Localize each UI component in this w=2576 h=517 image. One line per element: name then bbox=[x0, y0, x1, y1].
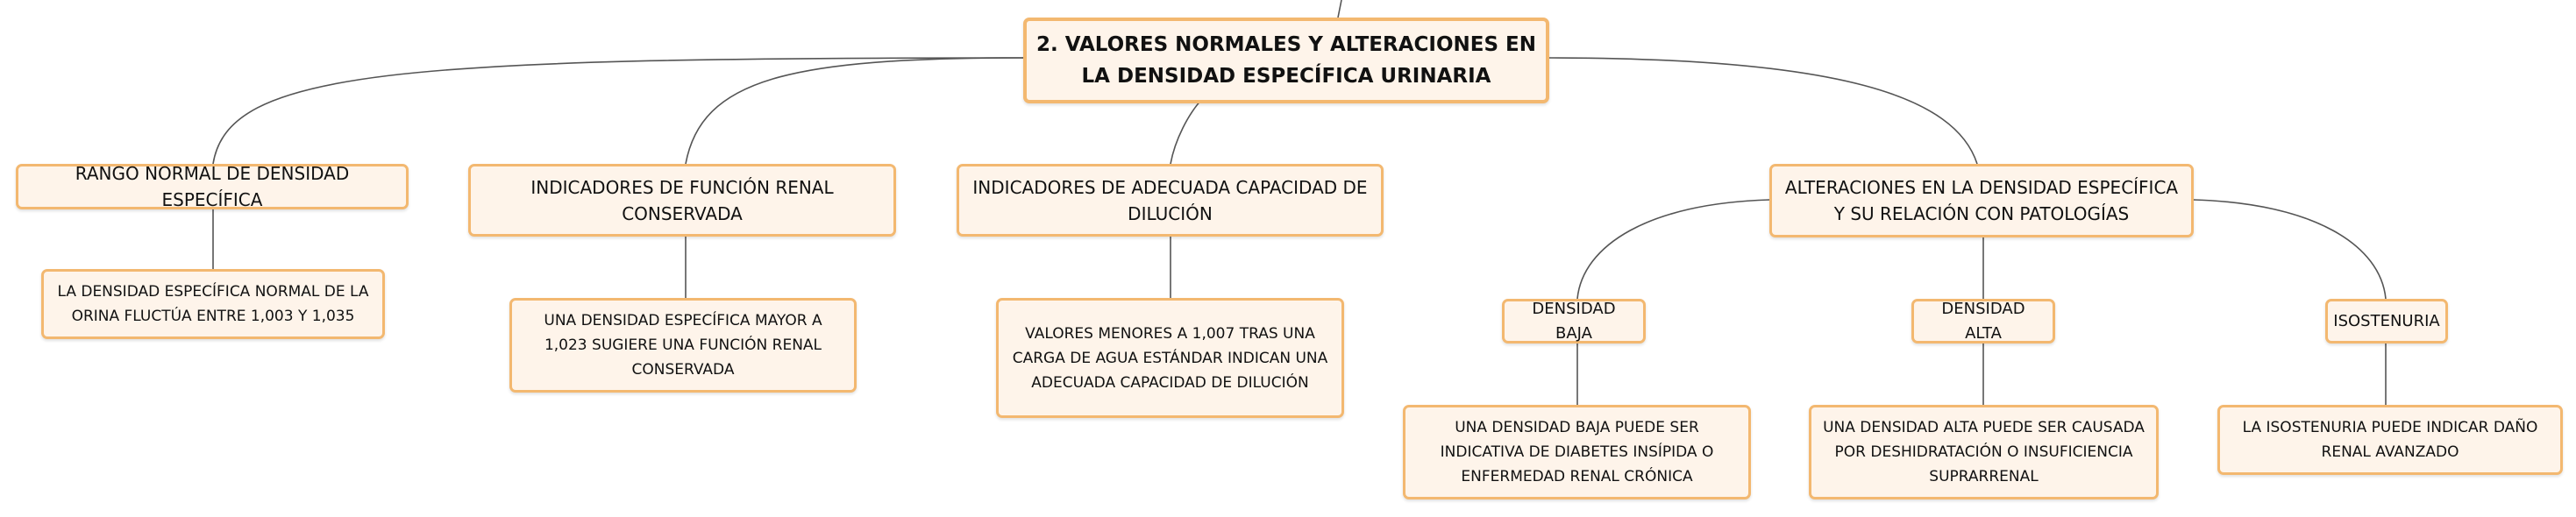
detail-isostenuria-label: LA ISOSTENURIA PUEDE INDICAR DAÑO RENAL AVANZADO bbox=[2242, 419, 2538, 461]
subtopic-densidad-baja-label: DENSIDAD BAJA bbox=[1532, 299, 1616, 343]
topic-funcion-renal[interactable] bbox=[468, 164, 896, 237]
topic-rango-normal[interactable] bbox=[16, 164, 409, 209]
detail-funcion-renal-label: UNA DENSIDAD ESPECÍFICA MAYOR A 1,023 SUGIERE UNA FUNCIÓN RENAL CONSERVADA bbox=[544, 312, 822, 379]
connector-alteraciones-iso bbox=[2194, 200, 2386, 299]
topic-capacidad-dilucion[interactable] bbox=[957, 164, 1384, 237]
detail-isostenuria[interactable] bbox=[2217, 405, 2563, 475]
root-topic[interactable] bbox=[1023, 18, 1549, 103]
connector-parent bbox=[1338, 0, 1341, 18]
detail-funcion-renal[interactable] bbox=[509, 298, 857, 393]
subtopic-isostenuria-label: ISOSTENURIA bbox=[2333, 311, 2440, 330]
subtopic-densidad-baja[interactable] bbox=[1502, 299, 1646, 343]
connector-root-rango bbox=[213, 58, 1023, 164]
subtopic-isostenuria[interactable] bbox=[2325, 299, 2448, 343]
detail-densidad-baja[interactable] bbox=[1403, 405, 1751, 499]
detail-capacidad-dilucion[interactable] bbox=[996, 298, 1344, 418]
detail-densidad-baja-label: UNA DENSIDAD BAJA PUEDE SER INDICATIVA DE DIABETES INSÍPIDA O ENFERMEDAD RENAL CRÓNICA bbox=[1440, 419, 1714, 485]
subtopic-densidad-alta-label: DENSIDAD ALTA bbox=[1941, 299, 2025, 343]
topic-alteraciones-label: ALTERACIONES EN LA DENSIDAD ESPECÍFICA Y SU RELACIÓN CON PATOLOGÍAS bbox=[1784, 177, 2179, 224]
topic-alteraciones[interactable] bbox=[1769, 164, 2194, 237]
topic-capacidad-dilucion-label: INDICADORES DE ADECUADA CAPACIDAD DE DILUCIÓN bbox=[972, 176, 1368, 224]
topic-rango-normal-label: RANGO NORMAL DE DENSIDAD ESPECÍFICA bbox=[75, 163, 350, 210]
topic-funcion-renal-label: INDICADORES DE FUNCIÓN RENAL CONSERVADA bbox=[530, 176, 834, 224]
connector-root-funcion bbox=[686, 58, 1023, 164]
root-topic-label: 2. VALORES NORMALES Y ALTERACIONES EN LA DENSIDAD ESPECÍFICA URINARIA bbox=[1035, 33, 1536, 88]
connector-root-alteraciones bbox=[1549, 58, 1977, 164]
connector-root-dilucion bbox=[1171, 98, 1203, 164]
detail-capacidad-dilucion-label: VALORES MENORES A 1,007 TRAS UNA CARGA DE AGUA ESTÁNDAR INDICAN UNA ADECUADA CAPACIDAD DE DILUCIÓN bbox=[1012, 324, 1328, 392]
detail-rango-normal[interactable] bbox=[41, 269, 385, 339]
detail-rango-normal-label: LA DENSIDAD ESPECÍFICA NORMAL DE LA ORINA FLUCTÚA ENTRE 1,003 Y 1,035 bbox=[57, 283, 369, 325]
detail-densidad-alta-label: UNA DENSIDAD ALTA PUEDE SER CAUSADA POR DESHIDRATACIÓN O INSUFICIENCIA SUPRARRENAL bbox=[1823, 419, 2145, 485]
detail-densidad-alta[interactable] bbox=[1809, 405, 2159, 499]
connector-alteraciones-baja bbox=[1577, 200, 1769, 299]
subtopic-densidad-alta[interactable] bbox=[1911, 299, 2055, 343]
